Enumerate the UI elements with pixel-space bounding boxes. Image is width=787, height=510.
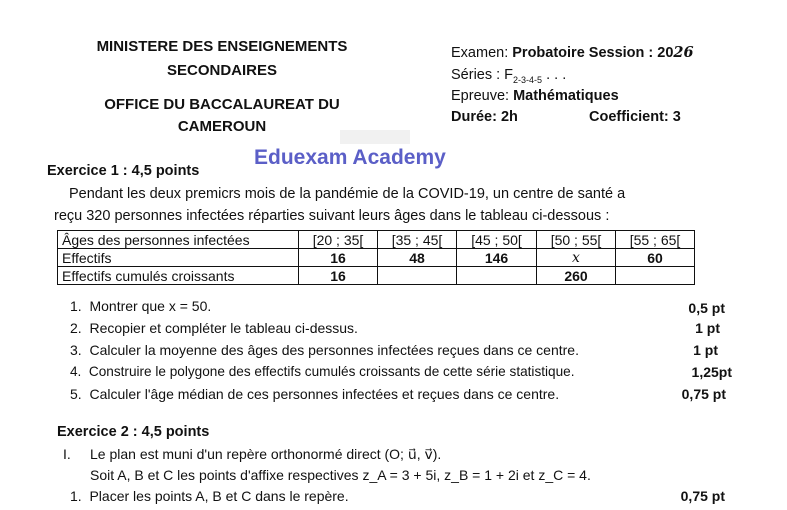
effectif-cell: 146: [457, 249, 537, 267]
effectif-cell: 16: [299, 249, 378, 267]
exam-value: Probatoire: [512, 45, 585, 61]
question-3: 3. Calculer la moyenne des âges des personnes infectées reçues dans ce centre.: [70, 342, 579, 358]
series-line: [451, 67, 566, 85]
class-cell: [45 ; 50[: [457, 231, 537, 249]
ecc-cell: [616, 267, 695, 285]
exercise2-question-1: 1. Placer les points A, B et C dans le repère.: [70, 488, 349, 504]
exercise2-line2: Soit A, B et C les points d'affixe respectives z_A = 3 + 5i, z_B = 1 + 2i et z_C = 4.: [90, 467, 591, 483]
ecc-cell: 16: [299, 267, 378, 285]
ecc-cell: 260: [537, 267, 616, 285]
question-1-points: 0,5 pt: [688, 300, 725, 316]
question-4-points: 1,25pt: [691, 364, 732, 380]
class-cell: [50 ; 55[: [537, 231, 616, 249]
epreuve-line: [451, 88, 619, 104]
question-1: 1. Montrer que x = 50.: [70, 298, 212, 314]
class-cell: [35 ; 45[: [378, 231, 457, 249]
question-3-points: 1 pt: [693, 342, 718, 358]
series-label: Séries : F: [451, 67, 514, 83]
table-row: [58, 231, 695, 249]
exercise1-intro-line2: reçu 320 personnes infectées réparties suivant leurs âges dans le tableau ci-dessous :: [54, 208, 610, 224]
office-line2: CAMEROUN: [177, 118, 267, 135]
brand-title: Eduexam Academy: [254, 146, 446, 169]
ecc-cell: [378, 267, 457, 285]
class-cell: [55 ; 65[: [616, 231, 695, 249]
office-line1: OFFICE DU BACCALAUREAT DU: [104, 96, 340, 113]
question-2: 2. Recopier et compléter le tableau ci-dessus.: [70, 320, 358, 336]
ecc-cell: [457, 267, 537, 285]
exercise2-title: Exercice 2 : 4,5 points: [57, 424, 210, 440]
session-label: Session : 20: [584, 45, 674, 61]
table-row: [58, 249, 695, 267]
session-handwritten: 26: [673, 44, 694, 61]
row-header-ages: Âges des personnes infectées: [58, 231, 299, 249]
effectif-cell: x: [537, 249, 616, 267]
series-dots: . . .: [542, 67, 567, 83]
exercise2-question-1-points: 0,75 pt: [680, 488, 725, 504]
epreuve-label: Epreuve:: [451, 88, 514, 104]
exercise1-intro-line1: Pendant les deux premicrs mois de la pandémie de la COVID-19, un centre de santé a: [69, 186, 626, 202]
row-header-effectifs: Effectifs: [58, 249, 299, 267]
epreuve-value: Mathématiques: [513, 88, 619, 104]
effectif-cell: 60: [616, 249, 695, 267]
row-header-ecc: Effectifs cumulés croissants: [58, 267, 299, 285]
question-5: 5. Calculer l'âge médian de ces personnes infectées et reçues dans ce centre.: [70, 386, 560, 402]
duree-label: Durée: 2h: [451, 109, 518, 125]
exercise2-line1: Le plan est muni d'un repère orthonormé direct (O; u⃗, v⃗).: [90, 446, 442, 462]
question-4: 4. Construire le polygone des effectifs cumulés croissants de cette série statistique.: [70, 364, 575, 379]
ministry-line1: MINISTERE DES ENSEIGNEMENTS: [96, 38, 348, 55]
question-5-points: 0,75 pt: [681, 386, 726, 402]
ministry-line2: SECONDAIRES: [166, 62, 278, 79]
stats-table: [57, 230, 695, 285]
faint-watermark: [340, 130, 410, 144]
class-cell: [20 ; 35[: [299, 231, 378, 249]
table-row: [58, 267, 695, 285]
exercise2-part: I.: [63, 446, 71, 462]
series-sub: 2-3-4-5: [513, 74, 543, 85]
exam-label: Examen:: [451, 45, 513, 61]
exercise1-title: Exercice 1 : 4,5 points: [47, 163, 200, 179]
coefficient-label: Coefficient: 3: [589, 109, 681, 125]
question-2-points: 1 pt: [695, 320, 720, 336]
exam-line: [451, 44, 694, 61]
effectif-cell: 48: [378, 249, 457, 267]
